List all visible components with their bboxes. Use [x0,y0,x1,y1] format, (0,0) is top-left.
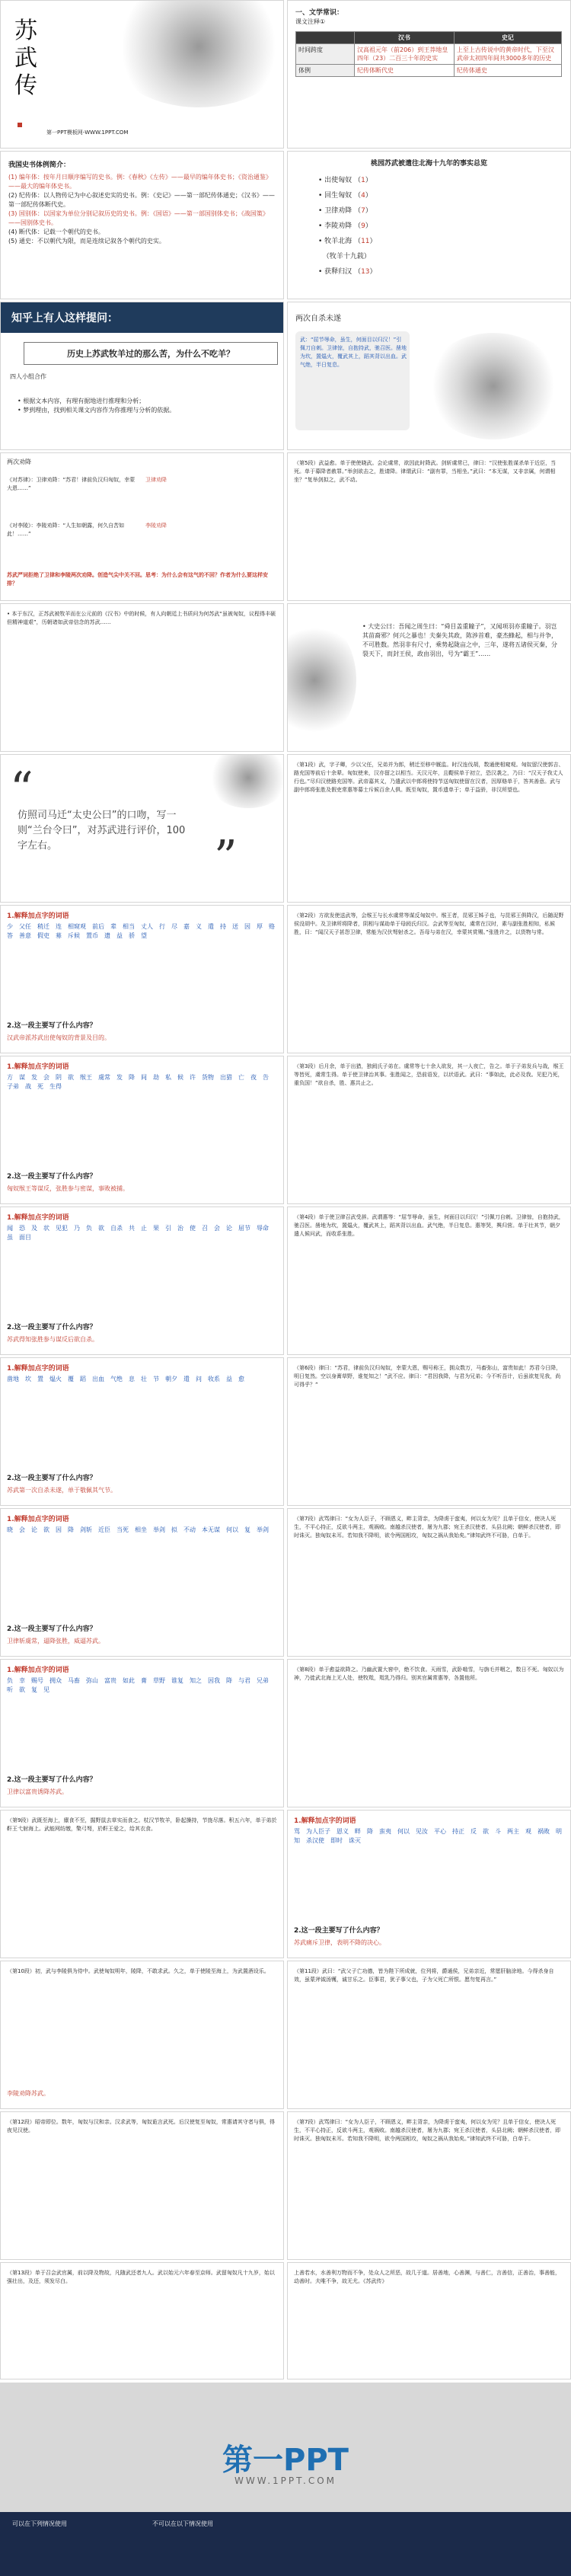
glossary-word: 斗 [495,1828,501,1835]
glossary-word: 观 [525,1828,531,1835]
list-item: • 根据文本内容，有理有据地进行推理和分析； [18,398,145,404]
list-item: (2) 纪传体：以人物传记为中心叙述史实的史书。例：《史记》——第一部纪传体通史；《汉书》——第一部纪传体断代史。 [8,192,275,208]
passage: （第4段）单于使卫律召武受辞。武谓惠等：“屈节辱命，虽生，何面目以归汉！”引佩刀自刺。卫律惊，自抱持武，驰召医。凿地为坎，置煴火，覆武其上，蹈其背以出血。武气绝，半日复息。惠等哭，舆归营。单于壮其节，朝夕遣人候问武，而收系张胜。 [294,1214,564,1237]
footer-logo: 第一PPT [222,2443,349,2478]
glossary-word: 及 [31,1225,37,1232]
passage: （第8段）单于愈益欲降之。乃幽武置大窖中，绝不饮食。天雨雪，武卧啮雪，与旃毛并咽之，数日不死。匈奴以为神，乃徙武北海上无人处，使牧羝，羝乳乃得归。别其官属常惠等，各置他所。 [294,1667,564,1681]
table-cell: 纪传体通史 [454,65,561,77]
passage: （第11段）武曰：“武父子亡功德，皆为陛下所成就，位列将，爵通侯，兄弟亲近，常愿肝脑涂地。今得杀身自效，虽蒙斧钺汤镬，诚甘乐之。臣事君，犹子事父也，子为父死亡所恨。愿勿复再言。” [294,1968,554,1983]
passage: （第3段）后月余，单于出猎，独阏氏子弟在。虞常等七十余人欲发，其一人夜亡，告之。单于子弟发兵与战，缑王等皆死，虞常生得。单于使卫律治其事。张胜闻之，恐前语发，以状语武。武曰：“事如此，此必及我。见犯乃死，重负国！”欲自杀，胜、惠共止之。 [294,1063,564,1086]
paragraph-6-slide [287,1508,571,1657]
glossary-word: 恐 [19,1225,25,1232]
glossary-word: 明知 [294,1828,562,1844]
ink-portrait-decoration [287,619,356,741]
glossary-word: 欲 [19,1686,25,1693]
suicide-slide [287,302,571,450]
passage: • 大史公曰：吾闻之周生曰：“舜目盖重瞳子”，又闻项羽亦重瞳子。羽岂其苗裔邪？何兴之暴也！夫秦失其政，陈涉首难，豪杰蜂起，相与并争，不可胜数。然羽非有尺寸，乘势起陇亩之中，三年，遂将五诸侯灭秦，分裂天下，而封王侯，政由羽出，号为“霸王”…… [362,623,557,657]
paragraph-12-slide [0,2111,284,2260]
glossary-word: 益 [116,932,123,939]
glossary-word: 当死 [116,1526,129,1533]
exercise-slide-4 [0,1357,284,1506]
table-header-cell: 史记 [454,32,561,44]
glossary-word: 草野 [153,1677,165,1684]
column-label: 李陵劝降 [145,523,167,529]
glossary-word: 会 [43,1074,49,1081]
exercise-heading: 1.解释加点字的词语 [294,1817,356,1825]
word-grid [7,1224,277,1242]
glossary-word: 遣 [183,1376,190,1382]
glossary-word: 不动 [183,1526,196,1533]
glossary-word: 虞常 [98,1074,110,1081]
glossary-word: 治 [177,1225,183,1232]
glossary-word: 复 [31,1686,37,1693]
glossary-word: 如此 [123,1677,135,1684]
paragraph-7-slide [287,2111,571,2260]
glossary-word: 状 [43,1225,49,1232]
passage: 上善若水，水善利万物而不争，处众人之所恶，故几于道。居善地，心善渊，与善仁，言善信，正善治，事善能，动善时。夫唯不争，故无尤。《苏武传》 [294,2270,560,2284]
title-char: 苏 [14,18,37,44]
glossary-word: 杀汉使 [306,1837,324,1844]
paragraph-1-slide [287,754,571,903]
list-item: (4) 断代体：记载一个朝代的史书。 [8,229,104,235]
glossary-word: 假吏 [37,932,49,939]
glossary-word: 会 [214,1225,220,1232]
question-box: 历史上苏武牧羊过的那么苦，为什么不吃羊？ [24,342,278,365]
list-item: • 回生匈奴 （4） [318,192,372,200]
glossary-word: 即时 [330,1837,343,1844]
closing-slide [287,2262,571,2379]
glossary-word: 幸 [19,1677,25,1684]
exercise-heading: 1.解释加点字的词语 [7,1063,69,1071]
table-cell: 上至上古传说中的黄帝时代，下至汉武帝太初四年间共3000多年的历史 [454,44,561,65]
glossary-word: 阴 [56,1074,62,1081]
glossary-word: 闻 [7,1225,13,1232]
glossary-word: 辈 [110,923,116,930]
row-label: 时间跨度 [296,44,355,65]
glossary-word: 共 [129,1225,135,1232]
exercise-heading: 1.解释加点字的词语 [7,1365,69,1373]
answer-text: 卫律以富贵诱降苏武。 [7,1788,68,1795]
glossary-word: 蹈 [80,1376,86,1382]
passage: （第5段）武益愈。单于使使晓武。会论虞常，欲因此时降武。剑斩虞常已，律曰：“汉使张胜谋杀单于近臣，当死。单于募降者赦罪。”举剑欲击之，胜请降。律谓武曰：“副有罪，当相坐。”武曰：“本无谋，又非亲属，何谓相坐？”复举剑拟之，武不动。 [294,460,557,483]
glossary-word: 气绝 [110,1376,123,1382]
glossary-word: 乃 [74,1225,80,1232]
zhihu-question-slide [0,302,284,450]
row-label: 体例 [296,65,355,77]
exercise-slide-3 [0,1207,284,1355]
glossary-word: 平心 [434,1828,446,1835]
discussion-note: 苏武严词拒绝了卫律和李陵两次劝降。创造气尖中关不回。思考：为什么会有这气的不回？作者为什么要这样安排？ [7,572,268,586]
footer [0,2383,571,2576]
bullet-list [18,397,276,415]
glossary-word: 前后 [92,923,104,930]
glossary-word: 相当 [123,923,135,930]
word-grid [294,1827,564,1846]
passage: （第6段）律曰：“苏君，律前负汉归匈奴，幸蒙大恩，赐号称王，拥众数万，马畜弥山，富贵如此！苏君今日降，明日复然。空以身膏草野，谁复知之！”武不应。律曰：“君因我降，与君为兄弟；今不听吾计，后虽欲复见我，尚可得乎？” [294,1365,562,1388]
glossary-word: 间 [141,1074,147,1081]
table-header-row [296,32,562,44]
glossary-word: 会 [19,1526,25,1533]
taishigong-slide [287,603,571,752]
glossary-word: 欲 [98,1225,104,1232]
passage: （第12段）昭帝即位。数年，匈奴与汉和亲。汉求武等，匈奴诡言武死。后汉使复至匈奴，常惠请其守者与俱，得夜见汉使。 [7,2119,275,2133]
ink-painting-decoration [425,333,562,439]
slide-title: 两次劝降 [7,459,31,465]
question-2: 2.这一段主要写了什么内容？ [7,1324,97,1331]
glossary-word: 反 [471,1828,477,1835]
glossary-word: 因我 [208,1677,220,1684]
glossary-word: 召 [202,1225,208,1232]
glossary-word: 告 [263,1074,269,1081]
glossary-word: 送 [232,923,238,930]
glossary-word: 稍迁 [37,923,49,930]
title-char: 武 [14,45,37,72]
glossary-word: 相窥观 [68,923,86,930]
glossary-word: 论 [226,1225,232,1232]
cover-slide [0,0,284,149]
glossary-word: 答 [7,932,13,939]
glossary-word: 遣 [208,923,214,930]
persuasion-slide [0,452,284,601]
exercise-heading: 1.解释加点字的词语 [7,1667,69,1674]
glossary-word: 谋 [19,1074,25,1081]
glossary-word: 兄弟 [257,1677,269,1684]
glossary-word: 劫 [153,1074,159,1081]
glossary-word: 引 [165,1225,171,1232]
paragraph-10-slide [0,1961,284,2109]
glossary-word: 斥候 [68,932,80,939]
glossary-word: 畔 [355,1828,361,1835]
word-grid [7,1526,277,1535]
list-item: (3) 国别体：以国家为单位分别记叙历史的史书。例：《国语》——第一部国别体史书；《战国策》——国别体史书。 [8,210,269,226]
glossary-word: 行 [159,923,165,930]
paragraph-9-slide [0,1810,284,1958]
slide-title: 我国史书体例简介： [8,161,71,169]
answer-text: 匈奴缑王等谋反，张胜参与密谋，事败被捕。 [7,1185,129,1192]
title-char: 传 [14,72,37,99]
passage-1: 《对苏律》：卫律劝降：“苏君！律前负汉归匈奴，幸蒙大恩……” [7,477,136,491]
persuasion-detail-slide [287,452,571,601]
history-genres-slide [0,151,284,299]
glossary-word: 两主 [507,1828,519,1835]
glossary-word: 亡 [238,1074,244,1081]
open-quote-icon: “ [10,762,33,816]
glossary-word: 何以 [397,1828,410,1835]
list-item: (5) 通史：不以朝代为限，而是连续记叙各个朝代的史实。 [8,238,165,244]
passage: • 本于东汉，正苏武被牧羊而在公元前的《汉书》中的时候，有人向朝廷上书质问为何苏武“虽被匈奴，议程得丰硕但精神道艰”，历朝诸如武帝信念的苏武…… [7,611,276,625]
glossary-word: 降 [367,1828,373,1835]
glossary-word: 节 [153,1376,159,1382]
list-item: • 获释归汉 （13） [318,268,377,276]
event-list [318,173,377,280]
glossary-word: 自杀 [110,1225,123,1232]
glossary-word: 募 [56,932,62,939]
glossary-word: 屈节 [238,1225,250,1232]
slide-header: 知乎上有人这样提问： [11,312,118,324]
question-2: 2.这一段主要写了什么内容？ [7,1173,97,1181]
question-2: 2.这一段主要写了什么内容？ [7,1625,97,1633]
glossary-word: 复 [244,1526,250,1533]
glossary-word: 本无谋 [202,1526,220,1533]
exercise-slide-5 [0,1508,284,1657]
glossary-word: 降 [68,1526,74,1533]
writing-task-slide [0,754,284,903]
exercise-slide-6 [0,1659,284,1807]
glossary-word: 马畜 [68,1677,80,1684]
glossary-word: 发 [31,1074,37,1081]
word-grid [7,1375,277,1384]
exercise-heading: 1.解释加点字的词语 [7,1214,69,1222]
glossary-word: 晓 [7,1526,13,1533]
literary-knowledge-slide [287,0,571,149]
glossary-word: 祸败 [538,1828,550,1835]
glossary-word: 诛灭 [349,1837,361,1844]
section-heading: 一、文学常识： [295,9,344,17]
close-quote-icon: ” [214,831,238,884]
paragraph-4-slide [287,1207,571,1355]
ink-wash-decoration [107,0,284,107]
list-item: • 李陵劝降 （9） [318,222,372,230]
ink-decoration [206,754,284,808]
glossary-word: 方 [7,1074,13,1081]
passage: （第2段）方欲发使送武等，会缑王与长水虞常等谋反匈奴中。缑王者，昆邪王姊子也，与昆邪王俱降汉，后随浞野侯没胡中。及卫律所将降者，阴相与谋劫单于母阏氏归汉。会武等至匈奴，虞常在汉时，素与副张胜相知，私候胜，曰：“闻汉天子甚怨卫律，常能为汉伏弩射杀之。吾母与弟在汉，幸蒙其赏赐。”张胜许之，以货物与常。 [294,912,564,935]
glossary-word: 举剑 [153,1526,165,1533]
paragraph-5-slide [287,1357,571,1506]
glossary-word: 货物 [202,1074,214,1081]
answer-text: 苏武痛斥卫律，表明不降的决心。 [294,1939,385,1946]
glossary-word: 相坐 [135,1526,147,1533]
glossary-word: 负 [86,1225,92,1232]
glossary-word: 近臣 [98,1526,110,1533]
glossary-word: 拥众 [49,1677,62,1684]
sub-heading: 课文注释① [295,18,326,25]
glossary-word: 富贵 [104,1677,116,1684]
glossary-word: 生得 [49,1083,62,1090]
glossary-word: 使 [190,1225,196,1232]
exercise-heading: 1.解释加点字的词语 [7,912,69,920]
glossary-word: 战 [25,1083,31,1090]
passage: （第7段）武骂律曰：“女为人臣子，不顾恩义，畔主背亲，为降虏于蛮夷，何以女为见？且单于信女，使决人死生，不平心持正，反欲斗两主，观祸败。南越杀汉使者，屠为九郡；宛王杀汉使者，头县北阙；朝鲜杀汉使者，即时诛灭。独匈奴未耳。若知我不降明，欲令两国相攻，匈奴之祸从我始矣。”律知武终不可胁，白单于。 [294,2119,560,2142]
glossary-word: 见犯 [56,1225,68,1232]
glossary-word: 与君 [238,1677,250,1684]
word-grid [7,1676,277,1695]
cover-title [14,18,37,100]
glossary-word: 何以 [226,1526,238,1533]
timeline-slide [287,151,571,299]
glossary-word: 连 [56,923,62,930]
answer-text: 苏武第一次自杀未遂，单于敬佩其气节。 [7,1487,116,1494]
footer-col-heading: 不可以在以下情况使用 [152,2520,213,2527]
glossary-word: 弥山 [86,1677,98,1684]
answer-text: 卫律斩虞常，逼降张胜，威逼苏武。 [7,1638,104,1644]
column-label: 卫律劝降 [145,477,167,483]
table-row [296,44,562,65]
glossary-word: 煴火 [49,1376,62,1382]
glossary-word: 愈 [238,1376,244,1382]
answer-text: 苏武得知张胜参与谋反后欲自杀。 [7,1336,98,1343]
footer-url[interactable]: WWW.1PPT.COM [234,2475,337,2486]
footer-col-heading: 可以在下列情况使用 [12,2520,67,2527]
glossary-word: 许 [190,1074,196,1081]
passage: （第10段）初，武与李陵俱为侍中。武使匈奴明年，陵降，不敢求武。久之，单于使陵至海上，为武置酒设乐。 [7,1968,270,1974]
list-item: • 牧羊北海 （11） [318,238,377,245]
glossary-word: 降 [226,1677,232,1684]
glossary-word: 赐号 [31,1677,43,1684]
writing-prompt: 仿照司马迁“太史公曰”的口吻，写一则“兰台令曰”，对苏武进行评价，100字左右。 [18,810,186,852]
question-2: 2.这一段主要写了什么内容？ [294,1927,384,1935]
glossary-word: 益 [226,1376,232,1382]
glossary-word: 望 [141,932,147,939]
exercise-slide-1 [0,905,284,1053]
list-item: • 出使匈奴 （1） [318,177,372,184]
quote-text: 武：“屈节辱命，虽生，何面目以归汉！”引佩刀自刺。卫律惊，自抱持武，驰召医。凿地为坎，置煴火，覆武其上，蹈其背以出血。武气绝，半日复息。 [300,337,407,368]
glossary-word: 拟 [171,1526,177,1533]
list-item: (1) 编年体：按年月日顺序编写的史书。例：《春秋》《左传》——最早的编年体史书；《资治通鉴》——最大的编年体史书。 [8,174,272,190]
glossary-word: 论 [31,1526,37,1533]
glossary-word: 尽 [171,923,177,930]
answer-text: 汉武帝派苏武出使匈奴的背景及目的。 [7,1034,110,1041]
glossary-word: 问 [196,1376,202,1382]
glossary-word: 持 [220,923,226,930]
glossary-word: 听 [7,1686,13,1693]
exercise-slide-7 [287,1810,571,1958]
glossary-word: 蛮夷 [379,1828,391,1835]
glossary-word: 欲 [43,1526,49,1533]
word-grid [7,922,277,941]
glossary-word: 因 [56,1526,62,1533]
background-slide [0,603,284,752]
question-2: 2.这一段主要写了什么内容？ [7,1776,97,1784]
paragraph-3-slide [287,1056,571,1204]
glossary-word: 出猎 [220,1074,232,1081]
paragraph-8-slide [287,1659,571,1807]
task-label: 四人小组合作 [10,373,46,380]
glossary-word: 持正 [452,1828,464,1835]
glossary-word: 置 [37,1376,43,1382]
history-compare-table [295,31,562,77]
red-seal-icon [18,123,22,127]
glossary-word: 私 [165,1074,171,1081]
glossary-word: 朝夕 [165,1376,177,1382]
glossary-word: 嘉 [183,923,190,930]
glossary-word: 骄 [129,932,135,939]
glossary-word: 因 [244,923,250,930]
glossary-word: 置币 [86,932,98,939]
slide-title: 桃园苏武被遣往北海十九年的事实总览 [370,160,487,168]
glossary-word: 善意 [19,932,31,939]
slide-title: 两次自杀未遂 [295,315,341,323]
glossary-word: 欲 [68,1074,74,1081]
glossary-word: 止 [141,1225,147,1232]
passage: （第7段）武骂律曰：“女为人臣子，不顾恩义，畔主背亲，为降虏于蛮夷，何以女为见？且单于信女，使决人死生，不平心持正，反欲斗两主，观祸败。南越杀汉使者，屠为九郡；宛王杀汉使者，头县北阙；朝鲜杀汉使者，即时诛灭。独匈奴未耳。若知我不降明，欲令两国相攻，匈奴之祸从我始矣。”律知武终不可胁，白单于。 [294,1516,560,1539]
glossary-word: 父任 [19,923,31,930]
glossary-word: 果 [153,1225,159,1232]
glossary-word: 夜 [250,1074,257,1081]
glossary-word: 少 [7,923,13,930]
passage: （第9段）武既至海上，廪食不至，掘野鼠去草实而食之。杖汉节牧羊，卧起操持，节旄尽落。积五六年，单于弟於靬王弋射海上。武能网纺缴，檠弓弩，於靬王爱之，给其衣食。 [7,1817,277,1832]
glossary-word: 谁复 [171,1677,183,1684]
glossary-word: 膏 [141,1677,147,1684]
glossary-word: 恩义 [337,1828,349,1835]
question-2: 2.这一段主要写了什么内容？ [7,1475,97,1482]
glossary-word: 见 [43,1686,49,1693]
glossary-word: 降 [129,1074,135,1081]
paragraph-2-slide [287,905,571,1053]
passage-2: 《对李陵》：李陵劝降：“人生如朝露，何久自苦如此！……” [7,523,125,537]
word-grid [7,1073,277,1091]
site-label: 第一PPT模板网-WWW.1PPT.COM [46,129,129,136]
glossary-word: 候 [177,1074,183,1081]
glossary-word: 举剑 [257,1526,269,1533]
glossary-word: 见汝 [416,1828,428,1835]
glossary-word: 凿地 [7,1376,19,1382]
glossary-word: 遗 [104,932,110,939]
glossary-word: 虽 [7,1234,13,1241]
table-header-cell [296,32,355,44]
list-item: • 卫律劝降 （7） [318,207,372,215]
table-header-cell: 汉书 [355,32,455,44]
glossary-word: 坎 [25,1376,31,1382]
glossary-word: 发 [116,1074,123,1081]
glossary-word: 息 [129,1376,135,1382]
glossary-word: 知之 [190,1677,202,1684]
glossary-word: 辱命 [257,1225,269,1232]
genre-list [8,173,276,246]
glossary-word: 丈人 [141,923,153,930]
glossary-word: 厚 [257,923,263,930]
glossary-word: 缑王 [80,1074,92,1081]
glossary-word: 覆 [68,1376,74,1382]
glossary-word: 为人臣子 [306,1828,330,1835]
paragraph-11-slide [287,1961,571,2109]
footer-bar [0,2512,571,2576]
passage: （第13段）单于召会武官属，前以降及物故，凡随武还者九人。武以始元六年春至京师。武留匈奴凡十九岁，始以强壮出，及还，须发尽白。 [7,2270,275,2284]
list-item: （牧羊十九载） [322,253,371,260]
table-cell: 汉高祖元年（前206）到王莽地皇四年（23）二百三十年的史实 [355,44,455,65]
glossary-word: 壮 [141,1376,147,1382]
glossary-word: 负 [7,1677,13,1684]
exercise-heading: 1.解释加点字的词语 [7,1516,69,1523]
glossary-word: 子弟 [7,1083,19,1090]
answer-text: 李陵劝降苏武。 [7,2090,49,2097]
glossary-word: 骂 [294,1828,300,1835]
glossary-word: 欲 [483,1828,489,1835]
paragraph-13-slide [0,2262,284,2379]
glossary-word: 死 [37,1083,43,1090]
table-cell: 纪传体断代史 [355,65,455,77]
list-item: • 梦到理由，找到相关课文内容作为你推理与分析的依据。 [18,407,176,414]
glossary-word: 剑斩 [80,1526,92,1533]
glossary-word: 赂 [269,923,275,930]
glossary-word: 面目 [19,1234,31,1241]
passage: （第1段）武，字子卿，少以父任，兄弟并为郎，稍迁至移中厩监。时汉连伐胡，数通使相窥观。匈奴留汉使郭吉、路充国等前后十余辈。匈奴使来，汉亦留之以相当。天汉元年，且鞮侯单于初立，恐汉袭之，乃曰：“汉天子我丈人行也。”尽归汉使路充国等。武帝嘉其义，乃遣武以中郎将使持节送匈奴使留在汉者，因厚赂单于，答其善意。武与副中郎将张胜及假吏常惠等募士斥候百余人俱。既至匈奴，置币遗单于；单于益骄，非汉所望也。 [294,762,564,793]
question-2: 2.这一段主要写了什么内容？ [7,1022,97,1030]
glossary-word: 义 [196,923,202,930]
exercise-slide-2 [0,1056,284,1204]
table-row [296,65,562,77]
glossary-word: 收系 [208,1376,220,1382]
glossary-word: 出血 [92,1376,104,1382]
